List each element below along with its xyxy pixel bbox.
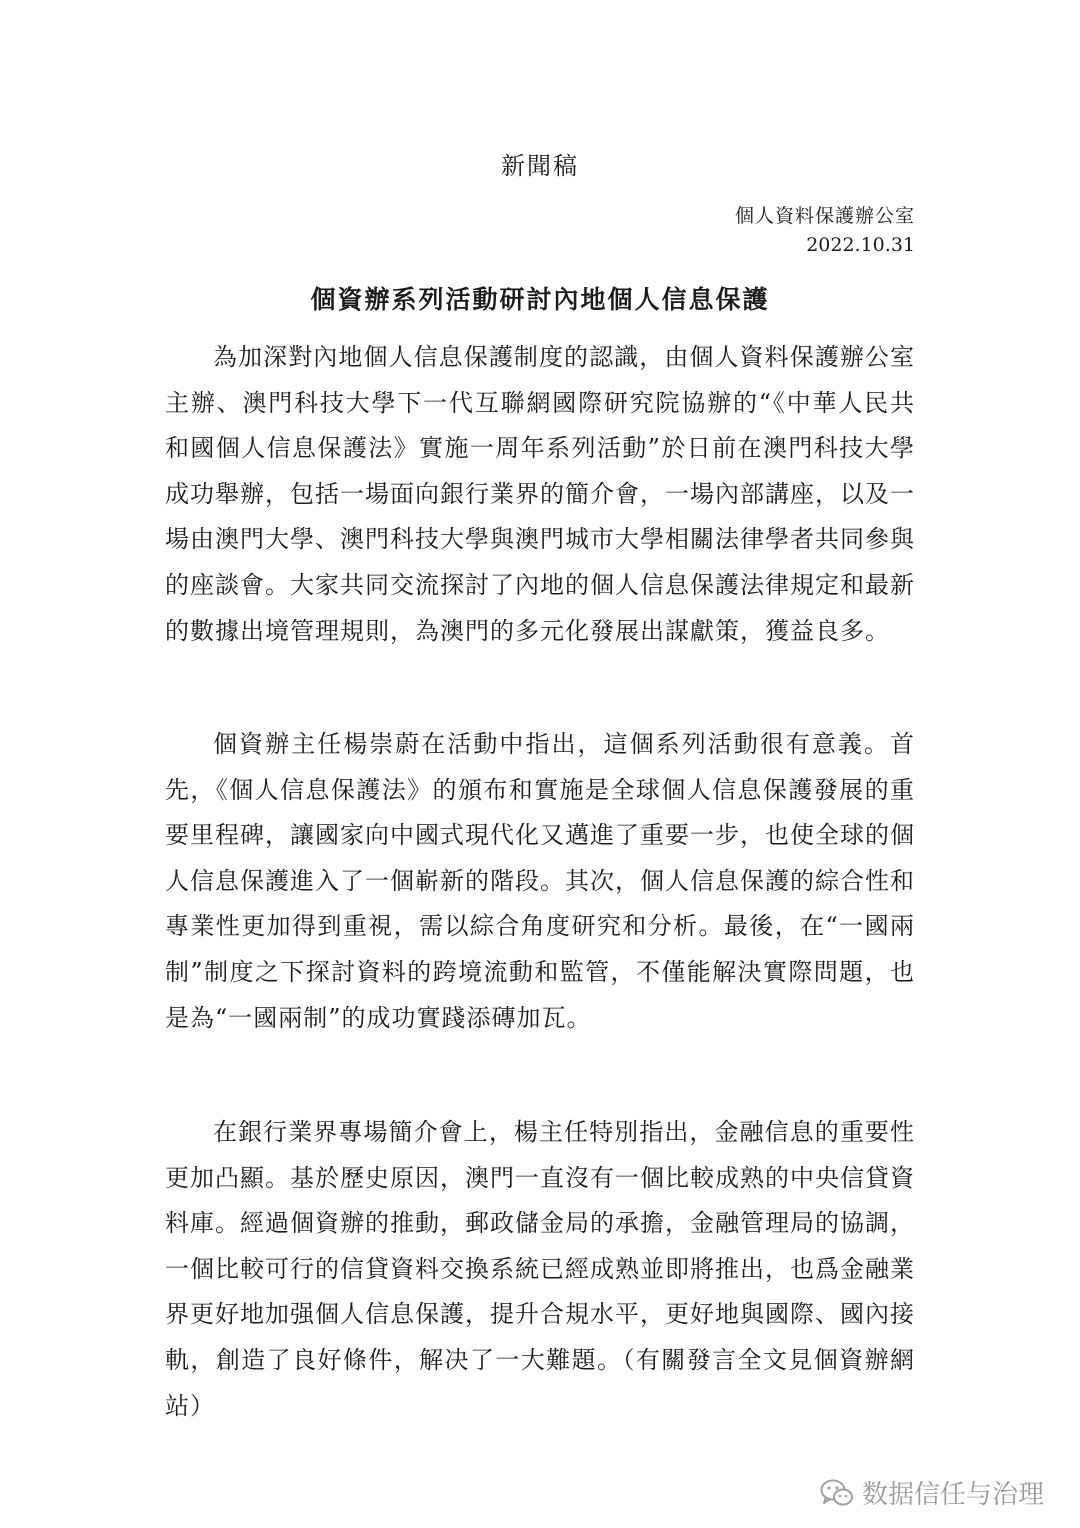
wechat-icon xyxy=(820,1478,854,1508)
issue-date: 2022.10.31 xyxy=(806,234,915,256)
watermark-text: 数据信任与治理 xyxy=(861,1480,1044,1510)
paragraph-1: 為加深對內地個人信息保護制度的認識，由個人資料保護辦公室主辦、澳門科技大學下一代互聯網國際研究院協辦的“《中華人民共和國個人信息保護法》實施一周年系列活動”於日前在澳門科技大學成功舉辦，包括一場面向銀行業界的簡介會，一場內部講座，以及一場由澳門大學、澳門科技大學與澳門城市大學相關法律學者共同參與的座談會。大家共同交流探討了內地的個人信息保護法律規定和最新的數據出境管理規則，為澳門的多元化發展出謀獻策，獲益良多。 xyxy=(165,343,915,645)
document-heading: 新聞稿 xyxy=(501,152,579,180)
paragraph-2: 個資辦主任楊崇蔚在活動中指出，這個系列活動很有意義。首先，《個人信息保護法》的頒布和實施是全球個人信息保護發展的重要里程碑，讓國家向中國式現代化又邁進了重要一步，也使全球的個人信息保護進入了一個嶄新的階段。其次，個人信息保護的綜合性和專業性更加得到重視，需以綜合角度研究和分析。最後，在“一國兩制”制度之下探討資料的跨境流動和監管，不僅能解決實際問題，也是為“一國兩制”的成功實踐添磚加瓦。 xyxy=(165,730,915,1032)
issuer-name: 個人資料保護辦公室 xyxy=(734,205,915,227)
paragraph-3: 在銀行業界專場簡介會上，楊主任特別指出，金融信息的重要性更加凸顯。基於歷史原因，澳門一直沒有一個比較成熟的中央信貸資料庫。經過個資辦的推動，郵政儲金局的承擔，金融管理局的協調，一個比較可行的信貸資料交換系統已經成熟並即將推出，也爲金融業界更好地加强個人信息保護，提升合規水平，更好地與國際、國內接軌，創造了良好條件，解决了一大難題。（有關發言全文見個資辦網站） xyxy=(165,1118,915,1420)
wechat-watermark xyxy=(820,1474,1044,1511)
article-title: 個資辦系列活動研討內地個人信息保護 xyxy=(310,285,770,314)
